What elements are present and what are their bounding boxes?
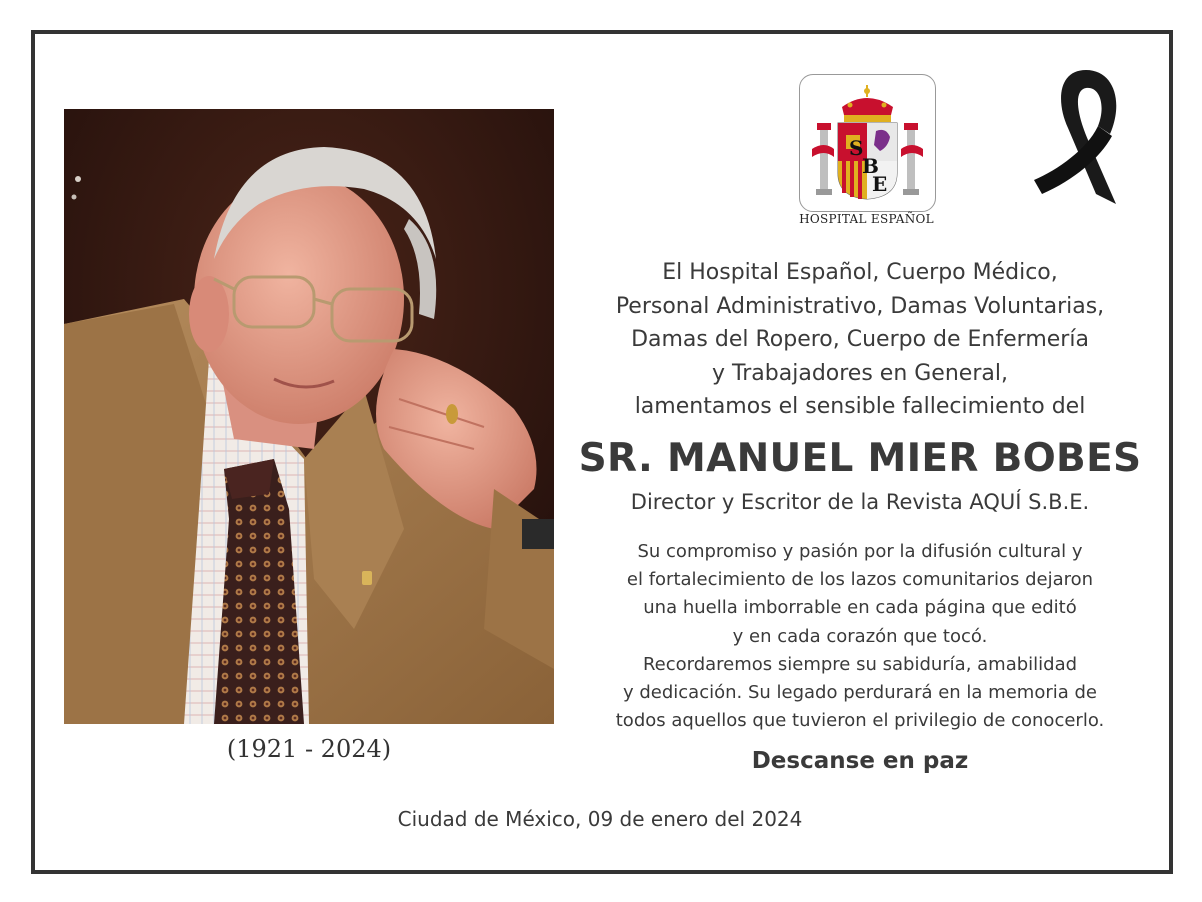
svg-text:E: E: [872, 172, 888, 196]
tribute-line: Su compromiso y pasión por la difusión cultural y: [637, 541, 1083, 562]
place-date: Ciudad de México, 09 de enero del 2024: [397, 807, 803, 831]
closing-text: Descanse en paz: [751, 748, 969, 774]
intro-line: Damas del Ropero, Cuerpo de Enfermería: [631, 327, 1089, 352]
deceased-name: SR. MANUEL MIER BOBES: [578, 436, 1142, 481]
intro-line: Personal Administrativo, Damas Voluntarias,: [615, 293, 1105, 319]
tribute-line: todos aquellos que tuvieron el privilegio de conocerlo.: [615, 710, 1105, 732]
intro-line: El Hospital Español, Cuerpo Médico,: [662, 260, 1058, 285]
tribute-line: y en cada corazón que tocó.: [732, 625, 988, 647]
intro-text: [570, 256, 1150, 424]
tribute-line: y dedicación. Su legado perdurará en la memoria de: [622, 682, 1097, 704]
intro-line: y Trabajadores en General,: [712, 360, 1008, 386]
deceased-role: Director y Escritor de la Revista AQUÍ S.B.E.: [630, 490, 1090, 514]
coat-of-arms-icon: [800, 75, 935, 211]
life-years: (1921 - 2024): [226, 735, 392, 763]
svg-text:S: S: [849, 136, 864, 160]
tribute-line: Recordaremos siempre su sabiduría, amabilidad: [642, 653, 1078, 675]
logo-caption: HOSPITAL ESPAÑOL: [799, 212, 934, 226]
tribute-line: el fortalecimiento de los lazos comunitarios dejaron: [626, 569, 1094, 591]
intro-line: lamentamos el sensible fallecimiento del: [634, 394, 1086, 419]
portrait-photo: [64, 109, 554, 724]
tribute-line: una huella imborrable en cada página que editó: [643, 597, 1077, 619]
hospital-logo: [799, 74, 936, 212]
mourning-ribbon-icon: [1028, 62, 1140, 210]
tribute-text: [570, 538, 1150, 735]
svg-text:B: B: [862, 154, 879, 178]
